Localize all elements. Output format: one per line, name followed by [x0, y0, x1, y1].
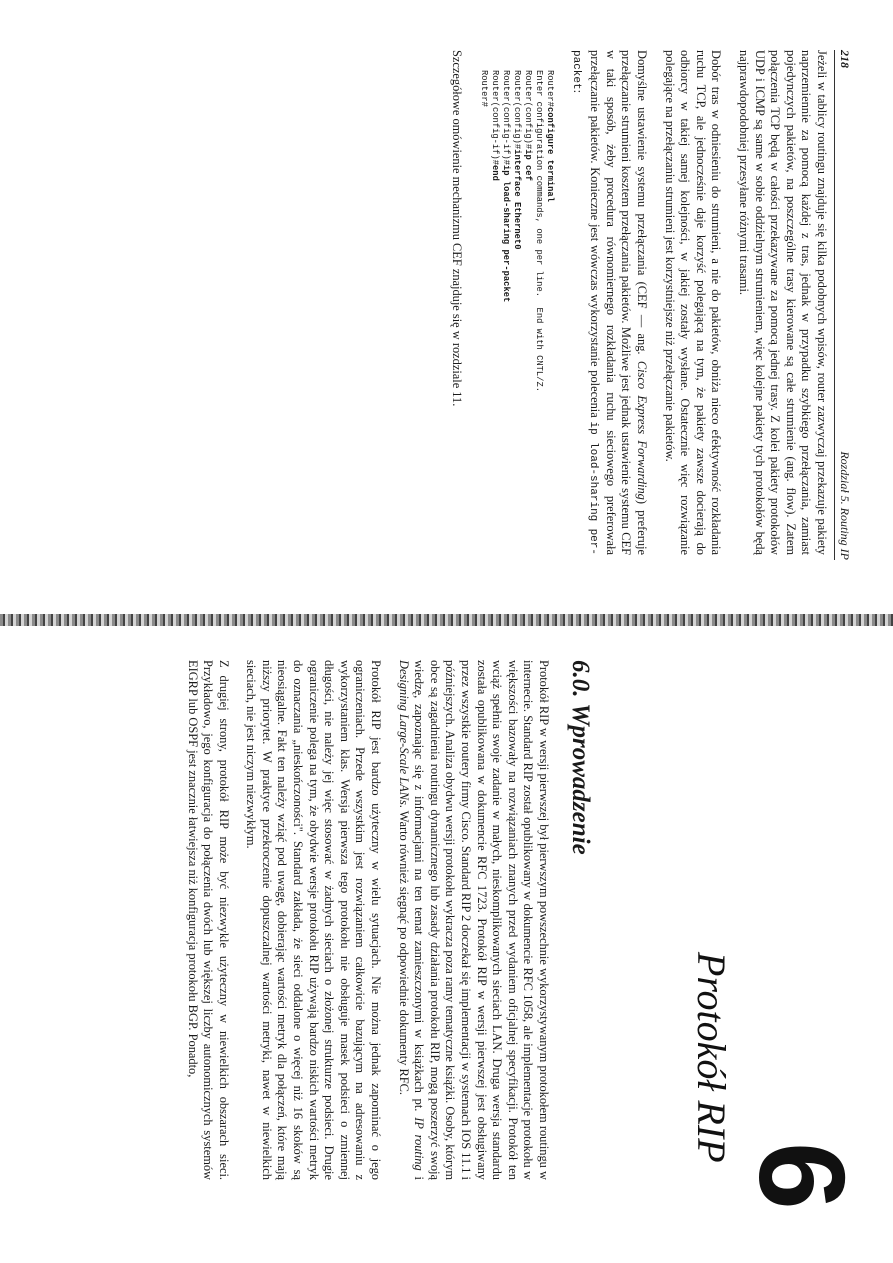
- paragraph: Szczegółowe omówienie mechanizmu CEF znajduje się w rozdziale 11.: [450, 50, 465, 407]
- text-run: . Warto również sięgnąć po odpowiednie dokumenty RFC.: [396, 804, 411, 1096]
- running-title: Rozdział 5. Routing IP: [838, 451, 852, 560]
- code-command: configure terminal: [545, 106, 556, 202]
- code-line: [511, 70, 522, 555]
- text-run: i: [412, 1170, 427, 1180]
- code-prompt: Router#: [479, 70, 490, 107]
- code-line: [478, 70, 489, 555]
- book-gutter-shadow: [0, 614, 893, 626]
- emphasis: Cisco Express Forwarding: [635, 360, 650, 500]
- code-prompt: Router#: [545, 70, 556, 107]
- left-page: [0, 0, 893, 620]
- text-run: Domyślne ustawienie systemu przełączania (CEF — ang.: [635, 50, 650, 361]
- code-line: [500, 70, 511, 555]
- page-number: 218: [838, 50, 852, 68]
- right-text-column: [172, 660, 551, 1180]
- paragraph: Dobór tras w odniesieniu do strumieni, a nie do pakietów, obniża nieco efektywność rozkładania ruchu TCP, ale jednocześnie daje korzyść polegającą na tym, że pakiety zawsze docierają do odbiorcy w takiej samej kolejności, w jakiej zostały wysłane. Ostatecznie więc rozwiązanie polegające na przełączaniu strumieni jest korzystniejsze niż przełączanie pakietów.: [662, 50, 724, 555]
- code-line: [489, 70, 500, 555]
- code-prompt: Router(config-if)#: [501, 70, 512, 166]
- text-run: ) preferuje przełączanie strumieni kosztem przełączania pakietów. Możliwe jest jednak ustawienie systemu CEF w taki sposób, żeby procedura równomiernego rozkładania ruchu sieciowego preferowała przełączanie pakietów. Konieczne jest wówczas wykorzystanie polecenia: [588, 50, 650, 556]
- section-title: 6.0. Wprowadzenie: [567, 660, 594, 855]
- book-title: IP routing: [412, 1117, 427, 1171]
- text-run: Protokół RIP w wersji pierwszej był pierwszym powszechnie wykorzystywanym protokołem routingu w internecie. Standard RIP został opublikowany w dokumencie RFC 1058, ale implementacje protokołu w większości bazowały na rozwiązaniach znanych przed wydaniem oficjalnej specyfikacji. Protokół ten wciąż spełnia swoje zadanie w małych, nieskomplikowanych sieciach LAN. Druga wersja standardu została opublikowana w dokumencie RFC 1723. Protokół RIP w wersji pierwszej jest obsługiwany przez wszystkie routery firmy Cisco. Standard RIP 2 doczekał się implementacji w systemach IOS 11.1 i późniejszych. Analiza obydwu wersji protokołu wykracza poza ramy tematyczne książki. Osoby, którym obce są zagadnienia routingu dynamicznego lub zasady działania protokołu RIP, mogą poszerzyć swoją wiedzę, zapoznając się z informacjami na ten temat zamieszczonymi w książkach pt.: [412, 660, 551, 1180]
- book-title: Designing Large-Scale LANs: [396, 660, 411, 805]
- code-command: interface Ethernet0: [512, 149, 523, 250]
- paragraph: Jeżeli w tablicy routingu znajduje się kilka podobnych wpisów, router zazwyczaj przekazuje pakiety naprzemiennie za pomocą każdej z tras, jednak w przypadku szybkiego przełączania, zamiast pojedynczych pakietów, na poszczególne trasy kierowane są całe strumienie (ang. flow). Zatem połączenia TCP będą w całości przekazywane za pomocą jednej trasy. Z kolei pakiety protokołów UDP i ICMP są same w sobie oddzielnym strumieniem, więc kolejne pakiety tych protokołów będą najprawdopodobniej przesyłane różnymi trasami.: [737, 50, 829, 555]
- code-line: [533, 70, 544, 555]
- code-command: end: [490, 165, 501, 181]
- code-prompt: Enter configuration commands, one per line. End with CNTL/Z.: [534, 70, 545, 393]
- running-header: [834, 50, 853, 560]
- right-page: [0, 642, 893, 1263]
- paragraph: Protokół RIP jest bardzo użyteczny w wielu sytuacjach. Nie można jednak zapominać o jego ograniczeniach. Przede wszystkim jest rozwiązaniem całkowicie bazującym na adresowaniu z wykorzystaniem klas. Wersja pierwsza tego protokołu nie obsługuje masek podsieci o zmiennej długości, nie należy jej więc stosować w żadnych sieciach o złożonej strukturze podsieci. Drugie ograniczenie polega na tym, że obydwie wersje protokołu RIP używają bardzo niskich wartości metryk do oznaczania „nieskończoności". Standard zakłada, że sieci oddalone o więcej niż 16 skoków są nieosiągalne. Fakt ten należy wziąć pod uwagę, dobierając wartości metryk dla połączeń, które mają niższy priorytet. W praktyce przekroczenie dopuszczalnej wartości metryki, nawet w niewielkich sieciach, nie jest niczym niezwykłym.: [244, 660, 384, 1180]
- code-command: ip cef: [523, 149, 534, 181]
- paragraph: [567, 50, 649, 555]
- inline-command: ip load-sharing per-packet: [569, 50, 600, 555]
- chapter-number: 6: [734, 1142, 870, 1210]
- code-line: [544, 70, 555, 555]
- code-listing: [478, 70, 555, 555]
- chapter-title: Protokół RIP: [689, 952, 734, 1163]
- text-run: :: [570, 89, 585, 94]
- code-prompt: Router(config)#: [523, 70, 534, 150]
- code-line: [522, 70, 533, 555]
- code-prompt: Router(config-if)#: [490, 70, 501, 166]
- paragraph: [395, 660, 551, 1180]
- left-text-column: [437, 50, 830, 555]
- code-prompt: Router(config)#: [512, 70, 523, 150]
- code-command: ip load-sharing per-packet: [501, 165, 512, 303]
- paragraph: Z drugiej strony, protokół RIP może być niezwykle użyteczny w niewielkich obszarach sieci. Przykładowo, jego konfiguracja do połączenia dwóch lub większej liczby autonomicznych systemów EIGRP lub OSPF jest znacznie łatwiejsza niż konfiguracja protokołu BGP. Ponadto,: [185, 660, 231, 1180]
